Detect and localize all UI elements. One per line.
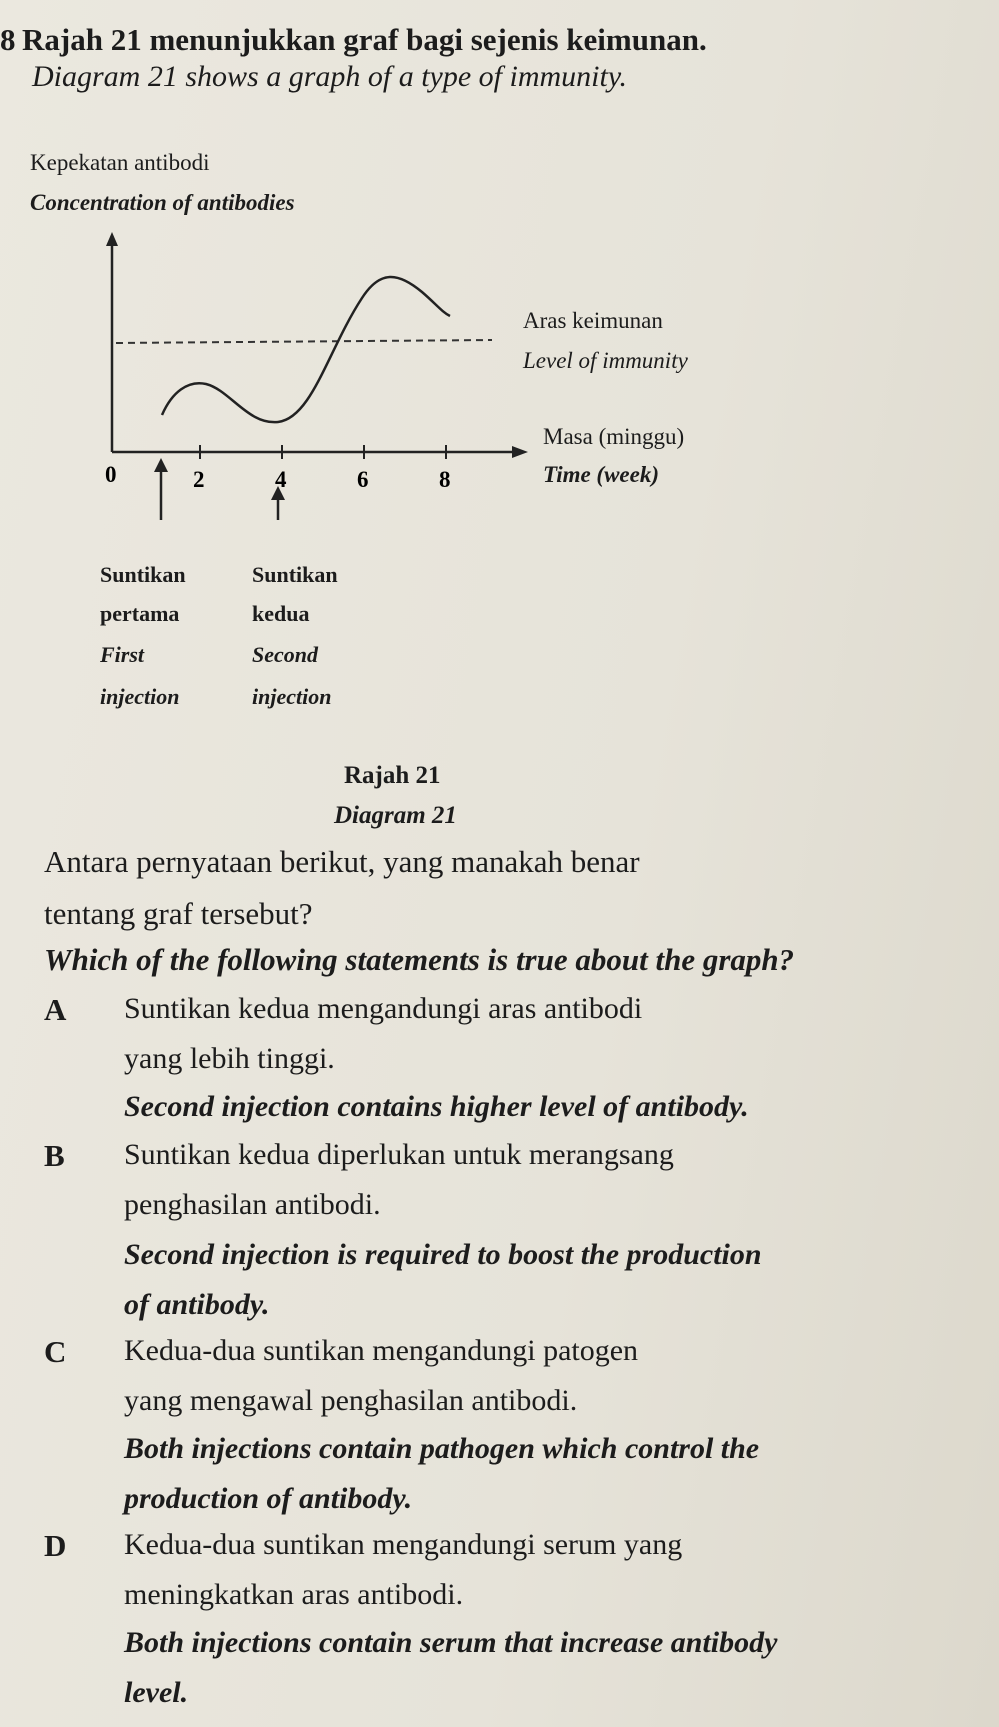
tick-label-2: 2 [193, 467, 205, 492]
first-injection-en-1: First [100, 642, 145, 667]
option-a-ms-line2: yang lebih tinggi. [124, 1042, 335, 1075]
option-b-ms-line1: Suntikan kedua diperlukan untuk merangsang [124, 1138, 674, 1171]
immunity-graph [80, 230, 780, 550]
first-injection-ms-2: pertama [100, 601, 180, 626]
option-c-en-line1: Both injections contain pathogen which control the [124, 1432, 760, 1465]
option-b-en-line2: of antibody. [124, 1288, 270, 1321]
diagram-title-ms: Rajah 21 [344, 762, 441, 789]
option-a-ms-line1: Suntikan kedua mengandungi aras antibodi [124, 992, 643, 1025]
option-d-en-line2: level. [124, 1676, 189, 1709]
tick-label-0: 0 [105, 462, 117, 487]
xlabel-en: Time (week) [543, 462, 660, 487]
second-injection-ms-2: kedua [252, 601, 310, 626]
xlabel-ms: Masa (minggu) [543, 424, 685, 449]
immunity-level-line [116, 340, 492, 343]
second-injection-ms-1: Suntikan [252, 562, 338, 587]
option-c-en-line2: production of antibody. [124, 1482, 413, 1515]
option-d-ms-line1: Kedua-dua suntikan mengandungi serum yang [124, 1528, 683, 1561]
prompt-en: Which of the following statements is true about the graph? [44, 942, 795, 977]
first-injection-arrow-head [154, 458, 168, 472]
option-d-letter: D [44, 1528, 67, 1563]
option-b-en-line1: Second injection is required to boost the production [124, 1238, 762, 1271]
question-title-ms: Rajah 21 menunjukkan graf bagi sejenis keimunan. [22, 22, 707, 57]
antibody-curve [162, 277, 450, 422]
ylabel-ms: Kepekatan antibodi [30, 150, 210, 175]
first-injection-en-2: injection [100, 684, 180, 709]
prompt-ms-line1: Antara pernyataan berikut, yang manakah benar [44, 844, 640, 879]
ylabel-en: Concentration of antibodies [30, 190, 295, 215]
tick-label-6: 6 [357, 467, 369, 492]
option-d-en-line1: Both injections contain serum that increase antibody [124, 1626, 778, 1659]
second-injection-en-1: Second [252, 642, 318, 667]
diagram-title-en: Diagram 21 [334, 802, 457, 829]
option-a-en-line1: Second injection contains higher level of antibody. [124, 1090, 749, 1123]
option-b-ms-line2: penghasilan antibodi. [124, 1188, 381, 1221]
tick-label-8: 8 [439, 467, 451, 492]
option-a-letter: A [44, 992, 67, 1027]
first-injection-ms-1: Suntikan [100, 562, 186, 587]
option-b-letter: B [44, 1138, 65, 1173]
prompt-ms-line2: tentang graf tersebut? [44, 896, 313, 931]
option-c-ms-line2: yang mengawal penghasilan antibodi. [124, 1384, 578, 1417]
option-c-letter: C [44, 1334, 67, 1369]
x-axis-arrow [512, 446, 528, 458]
option-d-ms-line2: meningkatkan aras antibodi. [124, 1578, 464, 1611]
tick-label-4: 4 [275, 467, 287, 492]
second-injection-en-2: injection [252, 684, 332, 709]
question-number: 8 [0, 22, 16, 57]
option-c-ms-line1: Kedua-dua suntikan mengandungi patogen [124, 1334, 639, 1367]
question-title-en: Diagram 21 shows a graph of a type of immunity. [32, 60, 628, 93]
immunity-label-ms: Aras keimunan [523, 308, 663, 333]
y-axis-arrow [106, 232, 118, 246]
immunity-label-en: Level of immunity [523, 348, 688, 373]
